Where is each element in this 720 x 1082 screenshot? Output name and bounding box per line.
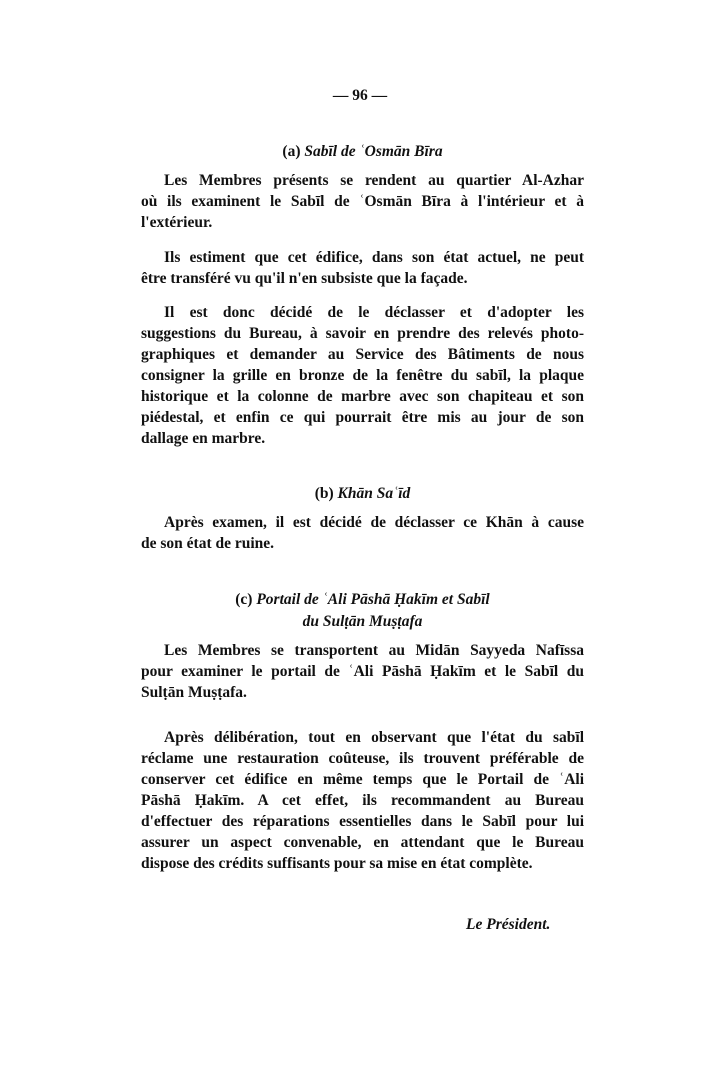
paragraph-line: historique et la colonne de marbre avec son chapiteau et son xyxy=(141,388,584,405)
paragraph-line: Après examen, il est décidé de déclasser ce Khān à cause xyxy=(164,514,584,531)
section-b-heading xyxy=(141,484,584,504)
paragraph-line: graphiques et demander au Service des Bâtiments de nous xyxy=(141,346,584,363)
paragraph-line: être transféré vu qu'il n'en subsiste que la façade. xyxy=(141,270,468,287)
paragraph-line: dallage en marbre. xyxy=(141,430,266,447)
paragraph-line: Les Membres présents se rendent au quartier Al-Azhar xyxy=(164,172,584,189)
heading-title: Portail de ʿAli Pāshā Ḥakīm et Sabīl xyxy=(256,591,490,608)
heading-label: (b) xyxy=(314,485,334,502)
paragraph-line: consigner la grille en bronze de la fenêtre du sabīl, la plaque xyxy=(141,367,584,384)
section-c-heading-line-2: du Sulṭān Muṣṭafa xyxy=(302,613,423,630)
paragraph-line: l'extérieur. xyxy=(141,214,213,231)
page-number: — 96 — xyxy=(332,87,388,104)
paragraph-line: où ils examinent le Sabīl de ʿOsmān Bīra à l'intérieur et à xyxy=(141,193,584,210)
paragraph-line: Après délibération, tout en observant que l'état du sabīl xyxy=(164,729,584,746)
paragraph-line: piédestal, et enfin ce qui pourrait être mis au jour de son xyxy=(141,409,584,426)
section-c-heading xyxy=(141,590,584,610)
paragraph-line: Pāshā Ḥakīm. A cet effet, ils recommandent au Bureau xyxy=(141,792,584,809)
paragraph-line: Il est donc décidé de le déclasser et d'adopter les xyxy=(164,304,584,321)
paragraph-line: Sulṭān Muṣṭafa. xyxy=(141,684,247,701)
paragraph-line: de son état de ruine. xyxy=(141,535,275,552)
heading-label: (a) xyxy=(282,143,301,160)
heading-title: Khān Saʿīd xyxy=(337,485,411,502)
paragraph-line: pour examiner le portail de ʿAli Pāshā Ḥakīm et le Sabīl du xyxy=(141,663,584,680)
paragraph-line: Les Membres se transportent au Midān Sayyeda Nafīssa xyxy=(164,642,584,659)
paragraph-line: dispose des crédits suffisants pour sa mise en état complète. xyxy=(141,855,533,872)
paragraph-line: Ils estiment que cet édifice, dans son état actuel, ne peut xyxy=(164,249,584,266)
paragraph-line: réclame une restauration coûteuse, ils trouvent préférable de xyxy=(141,750,584,767)
section-a-heading xyxy=(141,142,584,162)
signature: Le Président. xyxy=(466,916,551,933)
paragraph-line: d'effectuer des réparations essentielles dans le Sabīl pour lui xyxy=(141,813,584,830)
paragraph-line: conserver cet édifice en même temps que le Portail de ʿAli xyxy=(141,771,584,788)
paragraph-line: assurer un aspect convenable, en attendant que le Bureau xyxy=(141,834,584,851)
heading-label: (c) xyxy=(235,591,253,608)
paragraph-line: suggestions du Bureau, à savoir en prendre des relevés photo- xyxy=(141,325,584,342)
heading-title: Sabīl de ʿOsmān Bīra xyxy=(304,143,443,160)
